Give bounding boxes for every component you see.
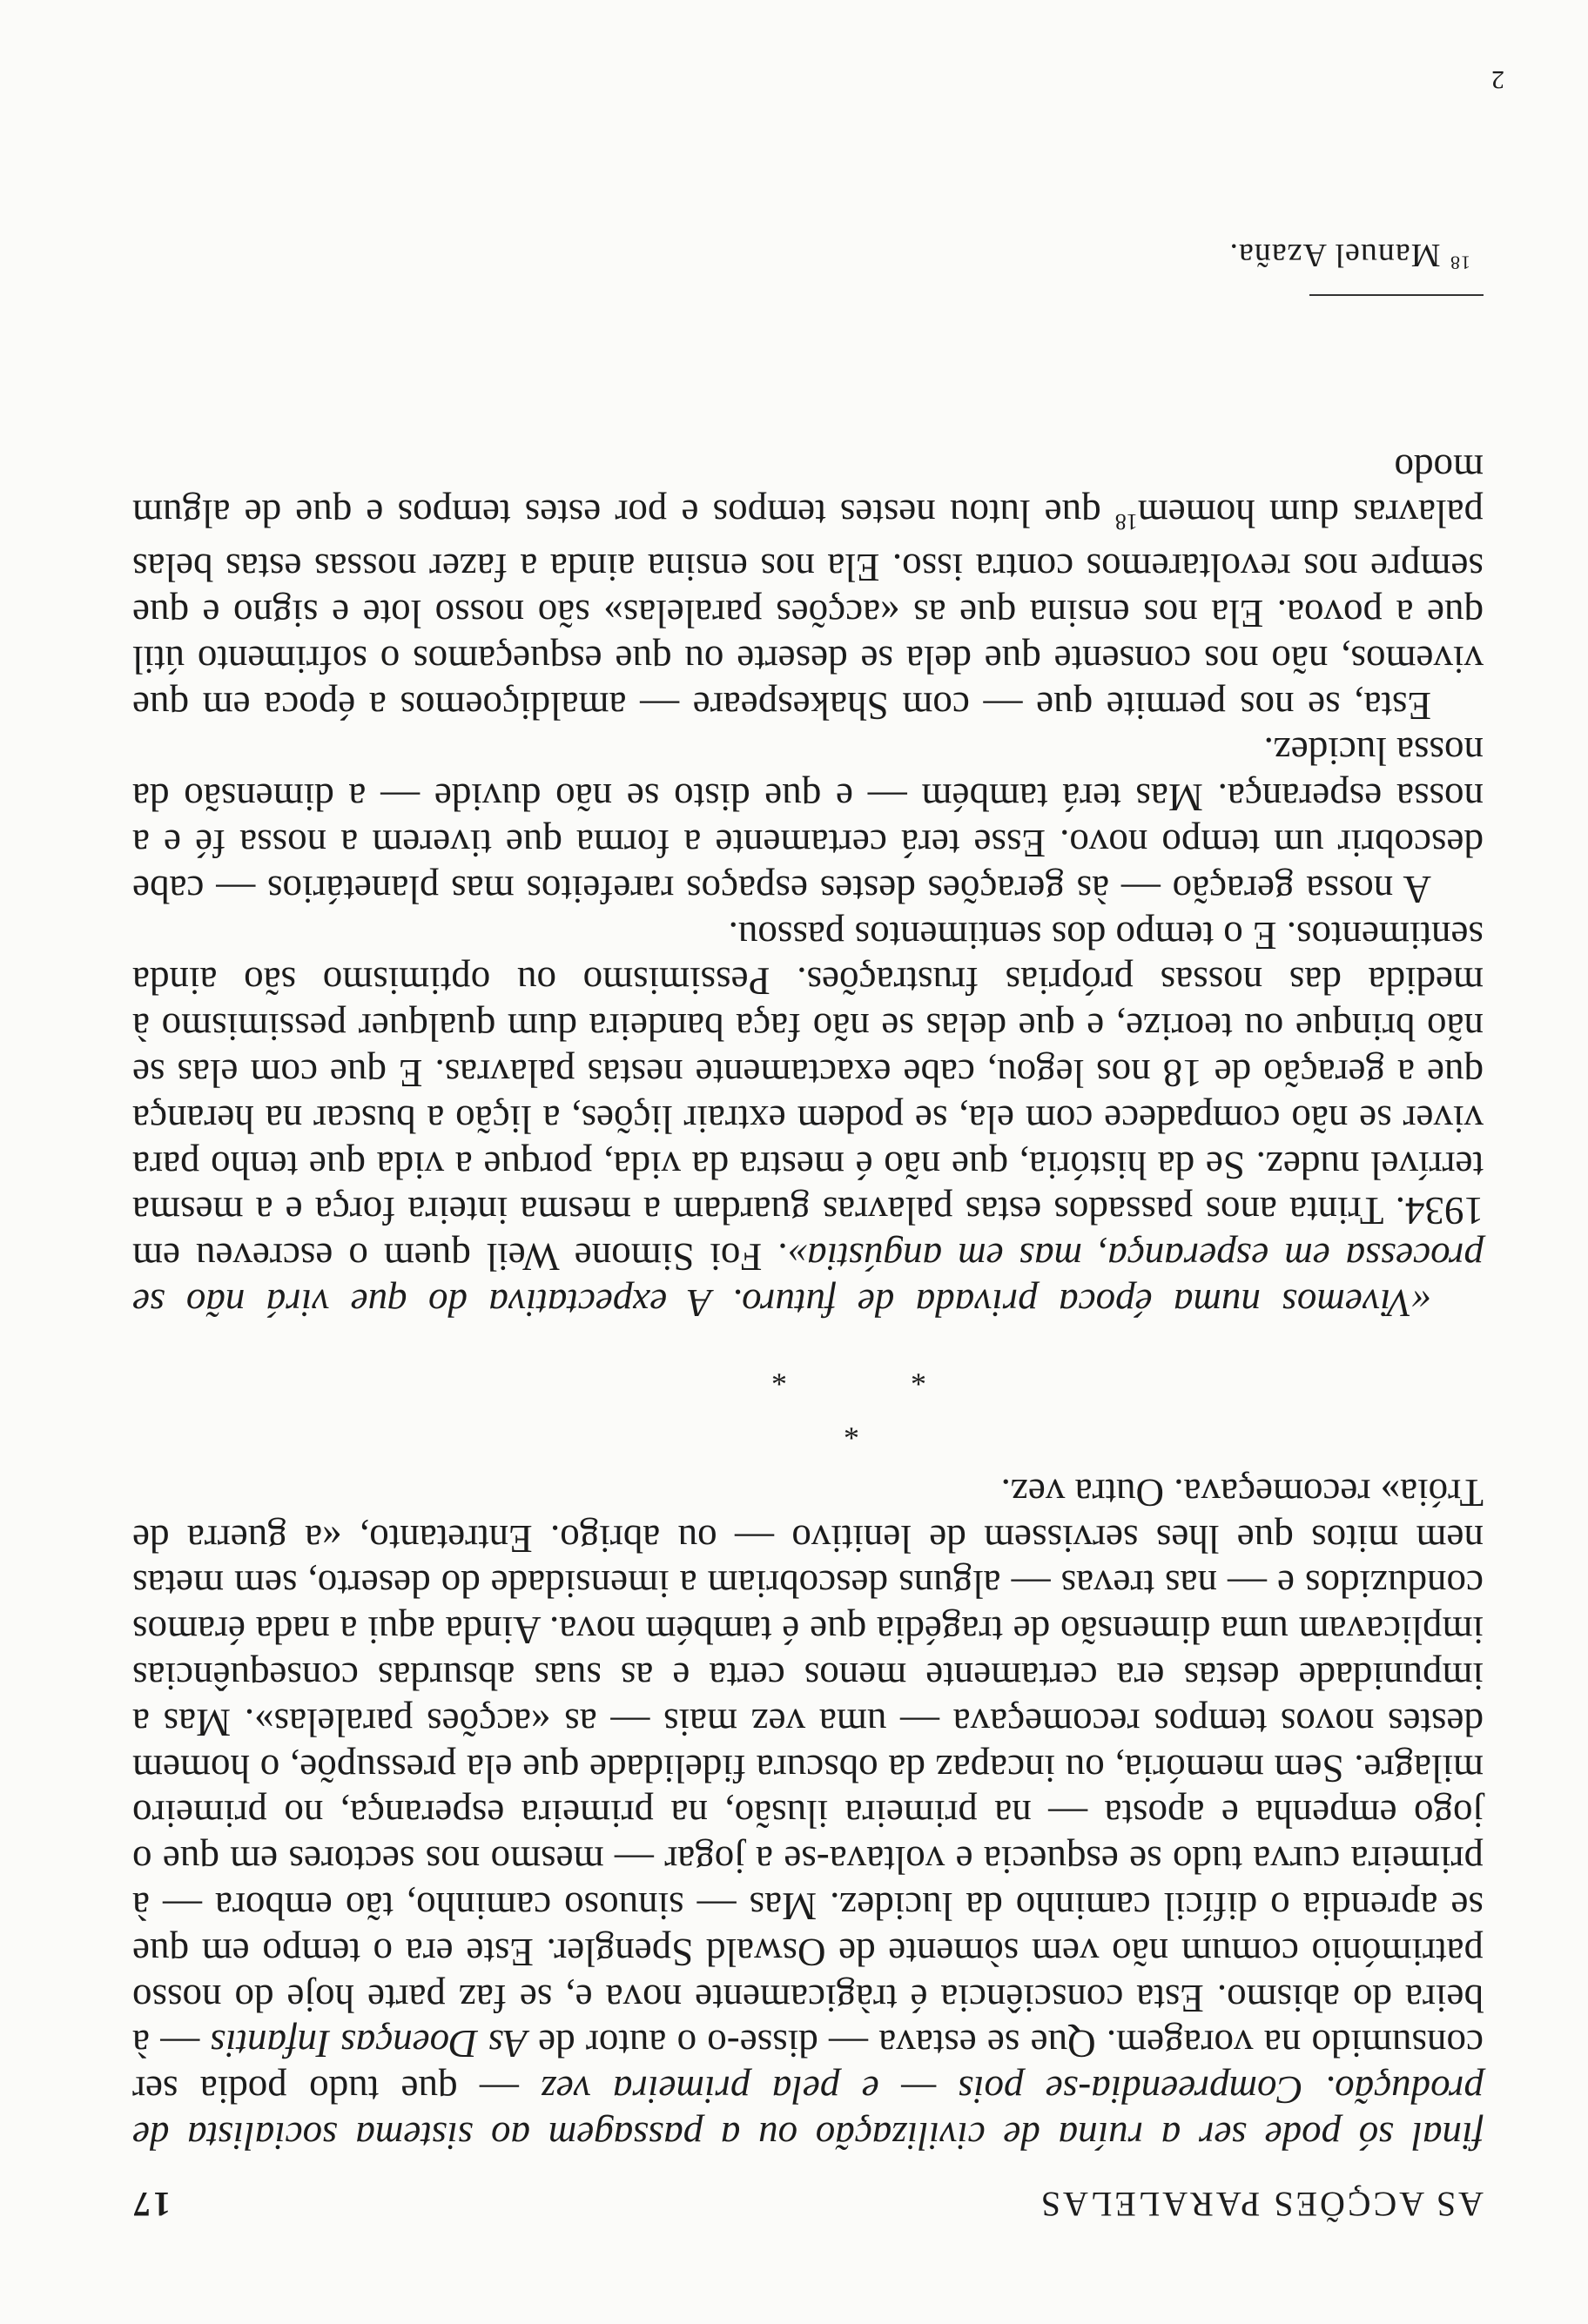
footnote-text: Manuel Azaña. (1228, 237, 1441, 273)
p1-text-cont: — à beira do abismo. Esta consciência é tràgicamente nova e, se faz parte hoje do nosso património comum não vem sòmente de Oswald Spengler. Este era o tempo em que se aprendia o difícil caminho da lucidez. Mas — sinuoso caminho, tão embora — à primeira curva tudo se esquecia e voltava-se a jogar — mesmo nos sectores em que o jogo empenha e aposta — na primeira ilusão, na primeira esperança, no primeiro milagre. Sem memória, ou incapaz da obscura fidelidade que ela pressupõe, o homem destes novos tempos recomeçava — uma vez mais — as «acções paralelas». Mas a impunidade destas era certamente menos certa e as suas absurdas consequências implicavam uma dimensão de tragédia que é também nova. Ainda aqui a nada éramos conduzidos e — nas trevas — alguns descobriam a imensidade do deserto, sem metas nem mitos que lhes servissem de lenitivo — ou abrigo. Entretanto, «a guerra de Tróia» recomeçava. Outra vez. (132, 1470, 1484, 2066)
paragraph-4 (132, 445, 1484, 729)
p4-text: Esta, se nos permite que — com Shakespeare — amaldiçoemos a época em que vivemos, não nos consente que dela se deserte ou que esqueçamos o sofrimento útil que a povoa. Ela nos ensina que as «acções paralelas» são nosso lote e signo e que sempre nos revoltaremos contra isso. Ela nos ensina ainda a fazer nossas estas belas palavras dum homem (132, 492, 1484, 728)
book-title: As Doenças Infantis (210, 2022, 528, 2066)
p2-text: . Foi Simone Weil quem o escreveu em 1934. Trinta anos passados estas palavras guardam a mesma inteira força e a mesma terrível nudez. Se da história, que não é mestra da vida, porque a vida que tenho para viver se não compadece com ela, se podem extrair lições, a lição a buscar na herança que a geração de 18 nos legou, cabe exactamente nestas palavras. E que com elas se não brinque ou teorize, e que delas se não faça bandeira dum qualquer pessimismo à medida das nossas próprias frustrações. Pessimismo ou optimismo são ainda sentimentos. E o tempo dos sentimentos passou. (132, 913, 1484, 1280)
page-number: 17 (131, 2185, 171, 2224)
p1-italic: final só pode ser a ruína de civilização ou a passagem ao sistema socialista de produção. Compreendia-se pois — e pela primeira vez (132, 2068, 1484, 2158)
footnote-ref: 18 (1114, 509, 1138, 535)
footnote-rule (1309, 294, 1484, 296)
running-title: AS ACÇÕES PARALELAS (1038, 2185, 1484, 2224)
footnote-marker: 18 (1450, 252, 1470, 274)
separator-star: * (771, 1358, 787, 1394)
footnote (1228, 236, 1470, 274)
separator-star: * (911, 1358, 926, 1394)
p1-text: — que tudo podia ser consumido na voragem. Que se estava — disse-o o autor de (132, 2022, 1484, 2112)
paragraph-2 (132, 912, 1484, 1326)
weil-quote: «Vivemos numa época privada de futuro. A expectativa do que virá não se processa em esperança, mas em angústia» (132, 1235, 1484, 1326)
signature-mark: 2 (1491, 65, 1504, 94)
p4-text-cont: que lutou nestes tempos e por estes tempos e que de algum modo (132, 446, 1484, 536)
section-separator (132, 1326, 1484, 1469)
paragraph-3: A nossa geração — às gerações destes espaços rarefeitos mas planetários — cabe descobrir um tempo novo. Esse terá certamente a forma que tiverem a nossa fé e a nossa esperança. Mas terá também — e que disto se não duvide — a dimensão da nossa lucidez. (132, 729, 1484, 911)
body-text (132, 445, 1484, 2159)
paragraph-1 (132, 1469, 1484, 2159)
separator-star: * (844, 1412, 859, 1447)
